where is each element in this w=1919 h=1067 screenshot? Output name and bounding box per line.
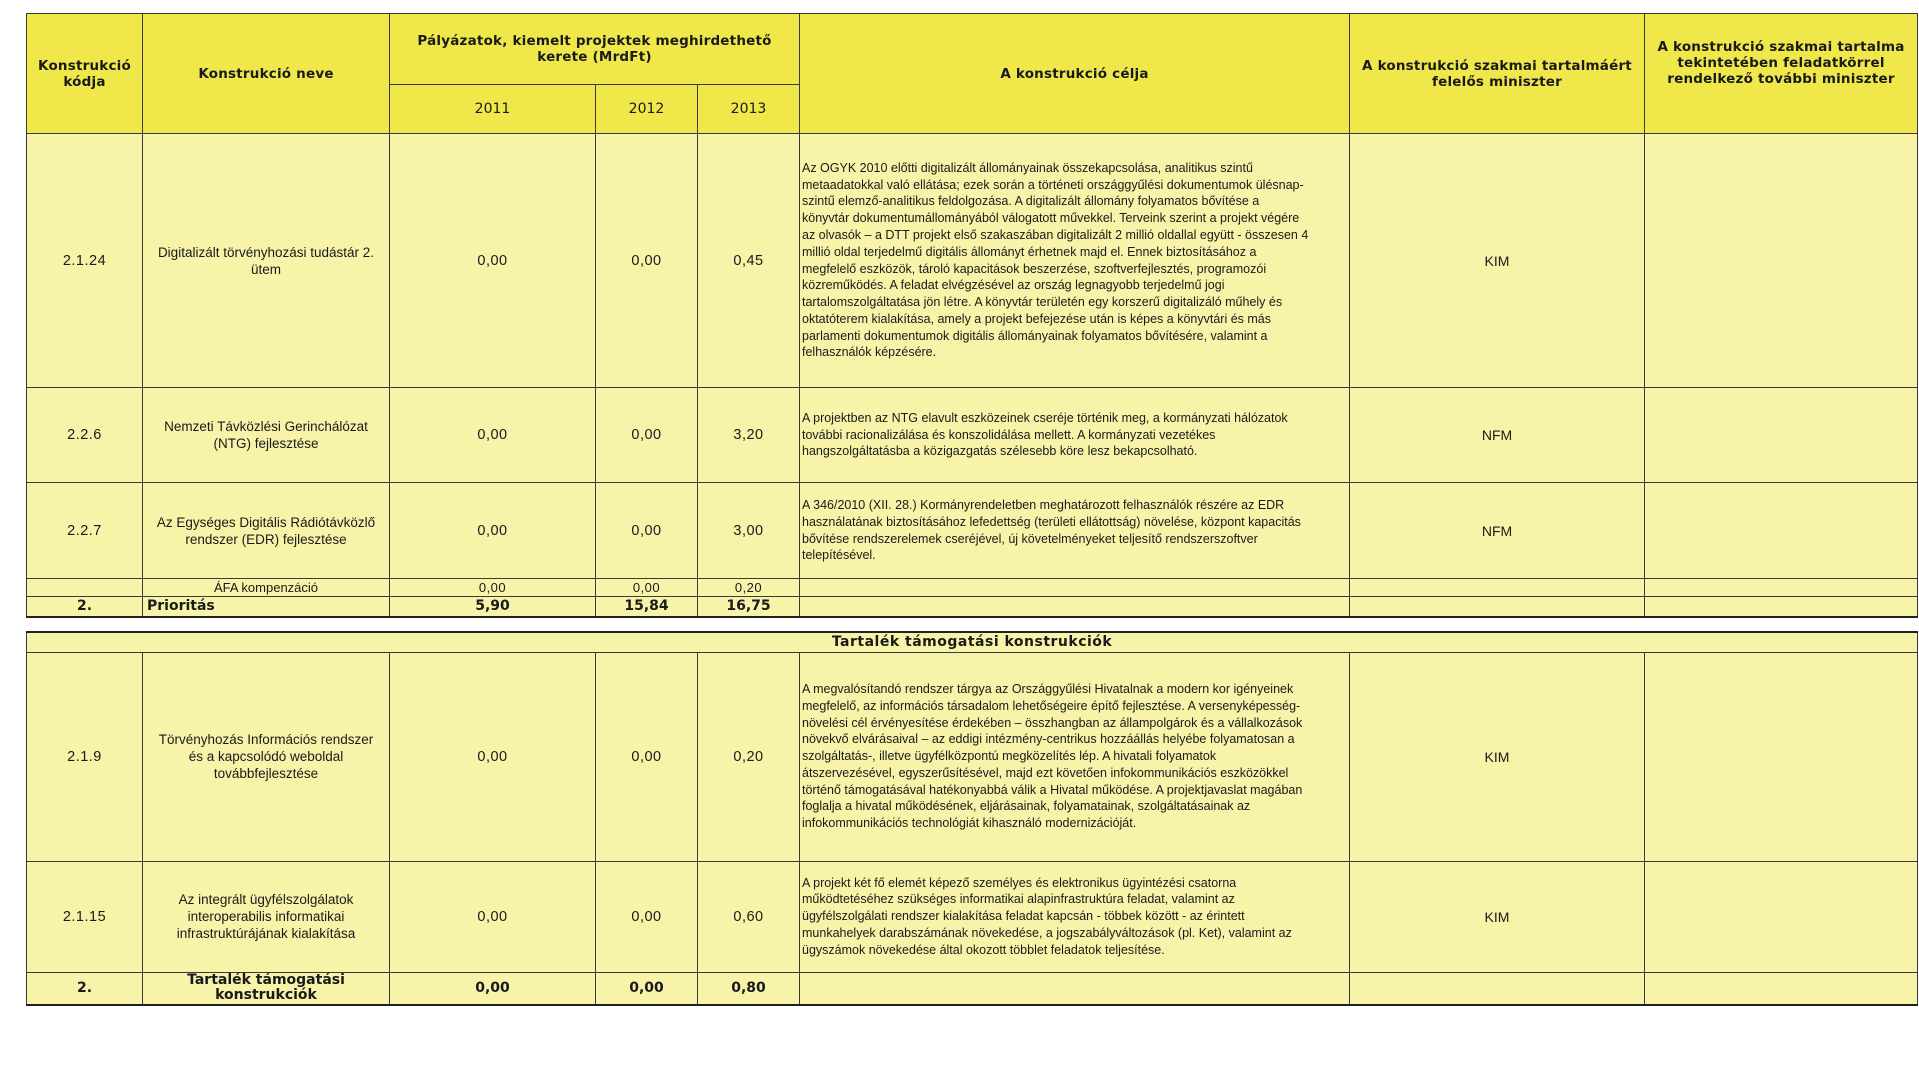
row-2012: 0,00 (596, 483, 698, 579)
header-year-2013: 2013 (698, 85, 800, 134)
row-other-minister (1645, 483, 1918, 579)
row-2013: 0,20 (698, 652, 800, 861)
row-name: Az Egységes Digitális Rádiótávközlő rendszer (EDR) fejlesztése (143, 483, 390, 579)
row-other-minister (1645, 861, 1918, 972)
row-2012: 0,00 (596, 652, 698, 861)
reserve-total-code: 2. (27, 972, 143, 1005)
header-name: Konstrukció neve (143, 14, 390, 134)
row-code: 2.1.15 (27, 861, 143, 972)
header-budget: Pályázatok, kiemelt projektek meghirdethető kerete (MrdFt) (390, 14, 800, 85)
row-2013: 0,45 (698, 134, 800, 388)
row-2013: 3,20 (698, 388, 800, 483)
afa-2012: 0,00 (596, 579, 698, 597)
afa-minister (1350, 579, 1645, 597)
afa-label: ÁFA kompenzáció (143, 579, 390, 597)
table-row (27, 652, 1918, 861)
header-year-2011: 2011 (390, 85, 596, 134)
priority-label: Prioritás (143, 597, 390, 617)
priority-2013: 16,75 (698, 597, 800, 617)
row-goal: Az OGYK 2010 előtti digitalizált állományainak összekapcsolása, analitikus szintű metaadatokkal való ellátása; ezek során a történeti országgyűlési dokumentumok ülésnap- szintű elemző-analitikus feldolgozása. A digitalizált állomány folyamatos bővítése a könyvtár dokumentumállományából válogatott művekkel. Terveink szerint a projekt végére az olvasók – a DTT projekt első szakaszában digitalizált 2 millió oldallal együtt - összesen 4 millió oldal terjedelmű digitális állományt érhetnek majd el. Ennek biztosításához a megfelelő eszközök, tároló kapacitások beszerzése, szoftverfejlesztés, programozói közreműködés. A feladat elvégzésével az ország legnagyobb terjedelmű jogi tartalomszolgáltatása jön létre. A könyvtár területén egy korszerű digitalizáló műhely és oktatóterem kialakítása, amely a projekt befejezése után is képes a könyvtári és más parlamenti dokumentumok digitális állományainak folyamatos bővítésére, valamint a felhasználók képzésére. (800, 134, 1350, 388)
reserve-total-row (27, 972, 1918, 1005)
reserve-construction-table (26, 631, 1918, 1006)
reserve-title: Tartalék támogatási konstrukciók (27, 632, 1918, 652)
row-2011: 0,00 (390, 483, 596, 579)
row-name: Nemzeti Távközlési Gerinchálózat (NTG) fejlesztése (143, 388, 390, 483)
row-minister: NFM (1350, 388, 1645, 483)
row-2013: 0,60 (698, 861, 800, 972)
header-other-minister: A konstrukció szakmai tartalma tekintetében feladatkörrel rendelkező további miniszter (1645, 14, 1918, 134)
reserve-total-label: Tartalék támogatási konstrukciók (143, 972, 390, 1005)
priority-2011: 5,90 (390, 597, 596, 617)
afa-row (27, 579, 1918, 597)
reserve-total-2012: 0,00 (596, 972, 698, 1005)
row-minister: KIM (1350, 861, 1645, 972)
priority-code: 2. (27, 597, 143, 617)
row-code: 2.2.6 (27, 388, 143, 483)
row-goal: A 346/2010 (XII. 28.) Kormányrendeletben meghatározott felhasználók részére az EDR használatának biztosításához lefedettség (területi ellátottság) növelése, központ kapacitás bővítése rendszerelemek cseréjével, új követelményeket teljesítő rendszerszoftver telepítésével. (800, 483, 1350, 579)
afa-other (1645, 579, 1918, 597)
priority-2012: 15,84 (596, 597, 698, 617)
row-goal: A megvalósítandó rendszer tárgya az Országgyűlési Hivatalnak a modern kor igényeinek megfelelő, az információs társadalom lehetőségeire építő fejlesztése. A versenyképesség- növelési cél érvényesítése érdekében – összhangban az állampolgárok és a vállalkozások növekvő elvárásaival – az eddigi intézmény-centrikus hozzáállás helyébe folyamatosan a szolgáltatás-, illetve ügyfélközpontú megközelítés lép. A hivatali folyamatok átszervezésével, egyszerűsítésével, majd ezt követően infokommunikációs eszközökkel történő támogatásával hatékonyabbá válik a Hivatal működése. A projektjavaslat magában foglalja a hivatal működésének, eljárásainak, folyamatainak, szolgáltatásainak az infokommunikációs technológiát kihasználó modernizációját. (800, 652, 1350, 861)
row-2011: 0,00 (390, 652, 596, 861)
reserve-total-2013: 0,80 (698, 972, 800, 1005)
row-2011: 0,00 (390, 388, 596, 483)
reserve-total-2011: 0,00 (390, 972, 596, 1005)
row-2012: 0,00 (596, 134, 698, 388)
row-goal: A projekt két fő elemét képező személyes és elektronikus ügyintézési csatorna működtetéséhez szükséges informatikai alapinfrastruktúra feladat, valamint az ügyfélszolgálati rendszer kialakítása feladat kapcsán - többek között - az érintett munkahelyek darabszámának növekedése, a jogszabályváltozások (pl. Ket), valamint az ügyszámok növekedése által okozott többlet feladatok teljesítése. (800, 861, 1350, 972)
table-row (27, 134, 1918, 388)
row-other-minister (1645, 652, 1918, 861)
afa-2013: 0,20 (698, 579, 800, 597)
table-row (27, 388, 1918, 483)
header-code: Konstrukció kódja (27, 14, 143, 134)
row-other-minister (1645, 388, 1918, 483)
row-minister: KIM (1350, 134, 1645, 388)
header-goal: A konstrukció célja (800, 14, 1350, 134)
row-goal: A projektben az NTG elavult eszközeinek cseréje történik meg, a kormányzati hálózatok további racionalizálása és konszolidálása mellett. A kormányzati vezetékes hangszolgáltatásba a közigazgatás szélesebb köre lesz bekapcsolható. (800, 388, 1350, 483)
row-2011: 0,00 (390, 861, 596, 972)
main-construction-table (26, 13, 1918, 618)
row-2012: 0,00 (596, 388, 698, 483)
afa-goal (800, 579, 1350, 597)
header-minister: A konstrukció szakmai tartalmáért felelős miniszter (1350, 14, 1645, 134)
row-name: Digitalizált törvényhozási tudástár 2. ütem (143, 134, 390, 388)
row-2011: 0,00 (390, 134, 596, 388)
table-row (27, 861, 1918, 972)
row-name: Törvényhozás Információs rendszer és a kapcsolódó weboldal továbbfejlesztése (143, 652, 390, 861)
afa-code (27, 579, 143, 597)
row-2013: 3,00 (698, 483, 800, 579)
table-row (27, 483, 1918, 579)
priority-row (27, 597, 1918, 617)
row-code: 2.1.9 (27, 652, 143, 861)
row-2012: 0,00 (596, 861, 698, 972)
afa-2011: 0,00 (390, 579, 596, 597)
row-minister: NFM (1350, 483, 1645, 579)
row-name: Az integrált ügyfélszolgálatok interoperabilis informatikai infrastruktúrájának kialakítása (143, 861, 390, 972)
row-code: 2.1.24 (27, 134, 143, 388)
header-year-2012: 2012 (596, 85, 698, 134)
row-minister: KIM (1350, 652, 1645, 861)
row-other-minister (1645, 134, 1918, 388)
row-code: 2.2.7 (27, 483, 143, 579)
